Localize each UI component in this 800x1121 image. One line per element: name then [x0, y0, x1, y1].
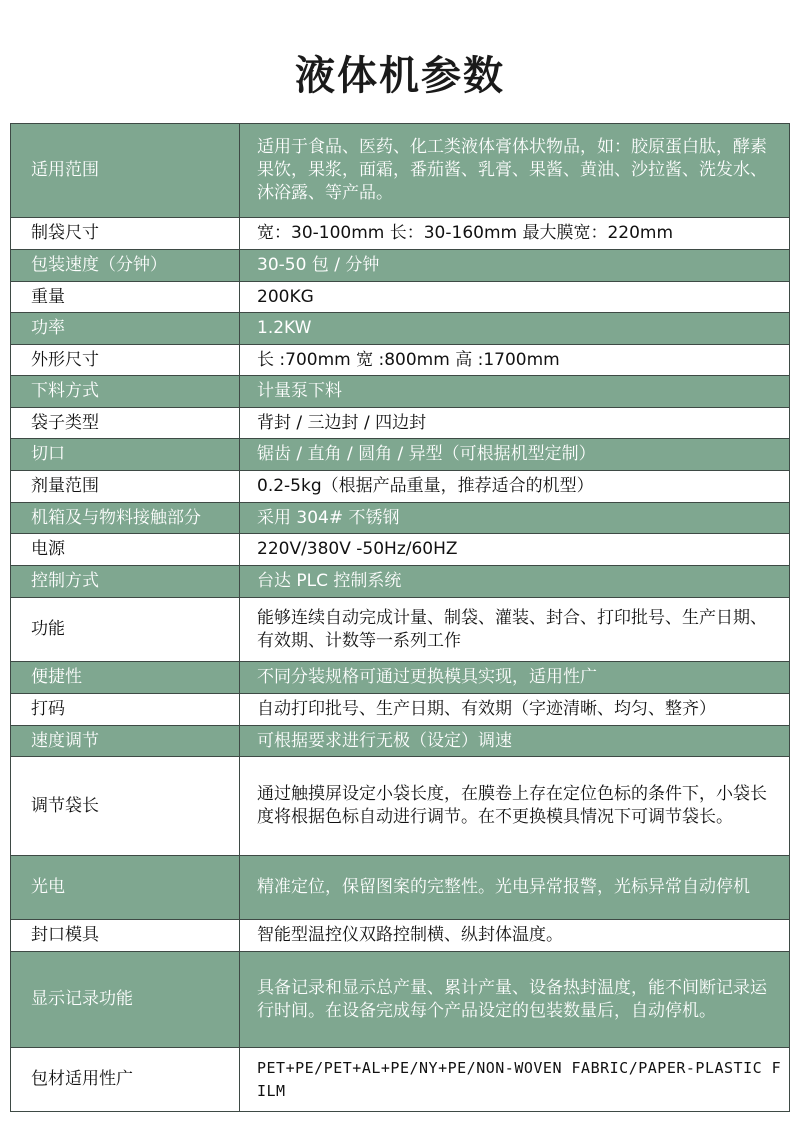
table-row: [11, 124, 790, 218]
row-label: 显示记录功能: [11, 952, 240, 1048]
row-value: 220V/380V -50Hz/60HZ: [240, 534, 790, 566]
spec-table: [10, 123, 790, 1112]
row-value: 能够连续自动完成计量、制袋、灌装、封合、打印批号、生产日期、有效期、计数等一系列工作: [240, 598, 790, 662]
table-row: [11, 598, 790, 662]
row-value: 通过触摸屏设定小袋长度，在膜卷上存在定位色标的条件下，小袋长度将根据色标自动进行调节。在不更换模具情况下可调节袋长。: [240, 757, 790, 856]
row-label: 包装速度（分钟）: [11, 250, 240, 282]
row-value: 自动打印批号、生产日期、有效期（字迹清晰、均匀、整齐）: [240, 694, 790, 726]
row-value: 不同分装规格可通过更换模具实现，适用性广: [240, 662, 790, 694]
row-value: 智能型温控仪双路控制横、纵封体温度。: [240, 920, 790, 952]
row-value: 采用 304# 不锈钢: [240, 503, 790, 534]
row-label: 下料方式: [11, 376, 240, 408]
table-row: [11, 471, 790, 503]
row-value: PET+PE/PET+AL+PE/NY+PE/NON-WOVEN FABRIC/PAPER-PLASTIC FILM: [240, 1048, 790, 1112]
row-value: 1.2KW: [240, 313, 790, 345]
row-value: 台达 PLC 控制系统: [240, 566, 790, 598]
table-row: [11, 313, 790, 345]
row-label: 控制方式: [11, 566, 240, 598]
table-row: [11, 694, 790, 726]
row-label: 包材适用性广: [11, 1048, 240, 1112]
row-value: 计量泵下料: [240, 376, 790, 408]
row-label: 重量: [11, 282, 240, 313]
table-row: [11, 1048, 790, 1112]
table-row: [11, 534, 790, 566]
table-row: [11, 566, 790, 598]
row-label: 制袋尺寸: [11, 218, 240, 250]
table-row: [11, 503, 790, 534]
row-label: 机箱及与物料接触部分: [11, 503, 240, 534]
row-label: 便捷性: [11, 662, 240, 694]
row-value: 200KG: [240, 282, 790, 313]
row-value: 宽：30-100mm 长：30-160mm 最大膜宽：220mm: [240, 218, 790, 250]
row-label: 功率: [11, 313, 240, 345]
table-row: [11, 920, 790, 952]
table-row: [11, 662, 790, 694]
row-label: 速度调节: [11, 726, 240, 757]
row-value: 30-50 包 / 分钟: [240, 250, 790, 282]
row-value: 可根据要求进行无极（设定）调速: [240, 726, 790, 757]
row-label: 电源: [11, 534, 240, 566]
table-row: [11, 952, 790, 1048]
row-label: 调节袋长: [11, 757, 240, 856]
table-row: [11, 726, 790, 757]
table-row: [11, 282, 790, 313]
row-value: 适用于食品、医药、化工类液体膏体状物品，如：胶原蛋白肽，酵素果饮，果浆，面霜，番茄酱、乳膏、果酱、黄油、沙拉酱、洗发水、沐浴露、等产品。: [240, 124, 790, 218]
table-row: [11, 757, 790, 856]
row-label: 适用范围: [11, 124, 240, 218]
row-label: 切口: [11, 439, 240, 471]
row-value: 0.2-5kg（根据产品重量，推荐适合的机型）: [240, 471, 790, 503]
row-value: 长 :700mm 宽 :800mm 高 :1700mm: [240, 345, 790, 376]
row-label: 打码: [11, 694, 240, 726]
row-label: 剂量范围: [11, 471, 240, 503]
table-row: [11, 218, 790, 250]
row-value: 具备记录和显示总产量、累计产量、设备热封温度，能不间断记录运行时间。在设备完成每个产品设定的包装数量后，自动停机。: [240, 952, 790, 1048]
row-label: 外形尺寸: [11, 345, 240, 376]
row-value: 精准定位，保留图案的完整性。光电异常报警，光标异常自动停机: [240, 856, 790, 920]
row-value: 背封 / 三边封 / 四边封: [240, 408, 790, 439]
table-row: [11, 439, 790, 471]
row-label: 袋子类型: [11, 408, 240, 439]
table-row: [11, 408, 790, 439]
page-title: 液体机参数: [295, 53, 505, 99]
row-value: 锯齿 / 直角 / 圆角 / 异型（可根据机型定制）: [240, 439, 790, 471]
table-row: [11, 376, 790, 408]
row-label: 光电: [11, 856, 240, 920]
table-row: [11, 345, 790, 376]
row-label: 封口模具: [11, 920, 240, 952]
table-row: [11, 856, 790, 920]
table-row: [11, 250, 790, 282]
row-label: 功能: [11, 598, 240, 662]
